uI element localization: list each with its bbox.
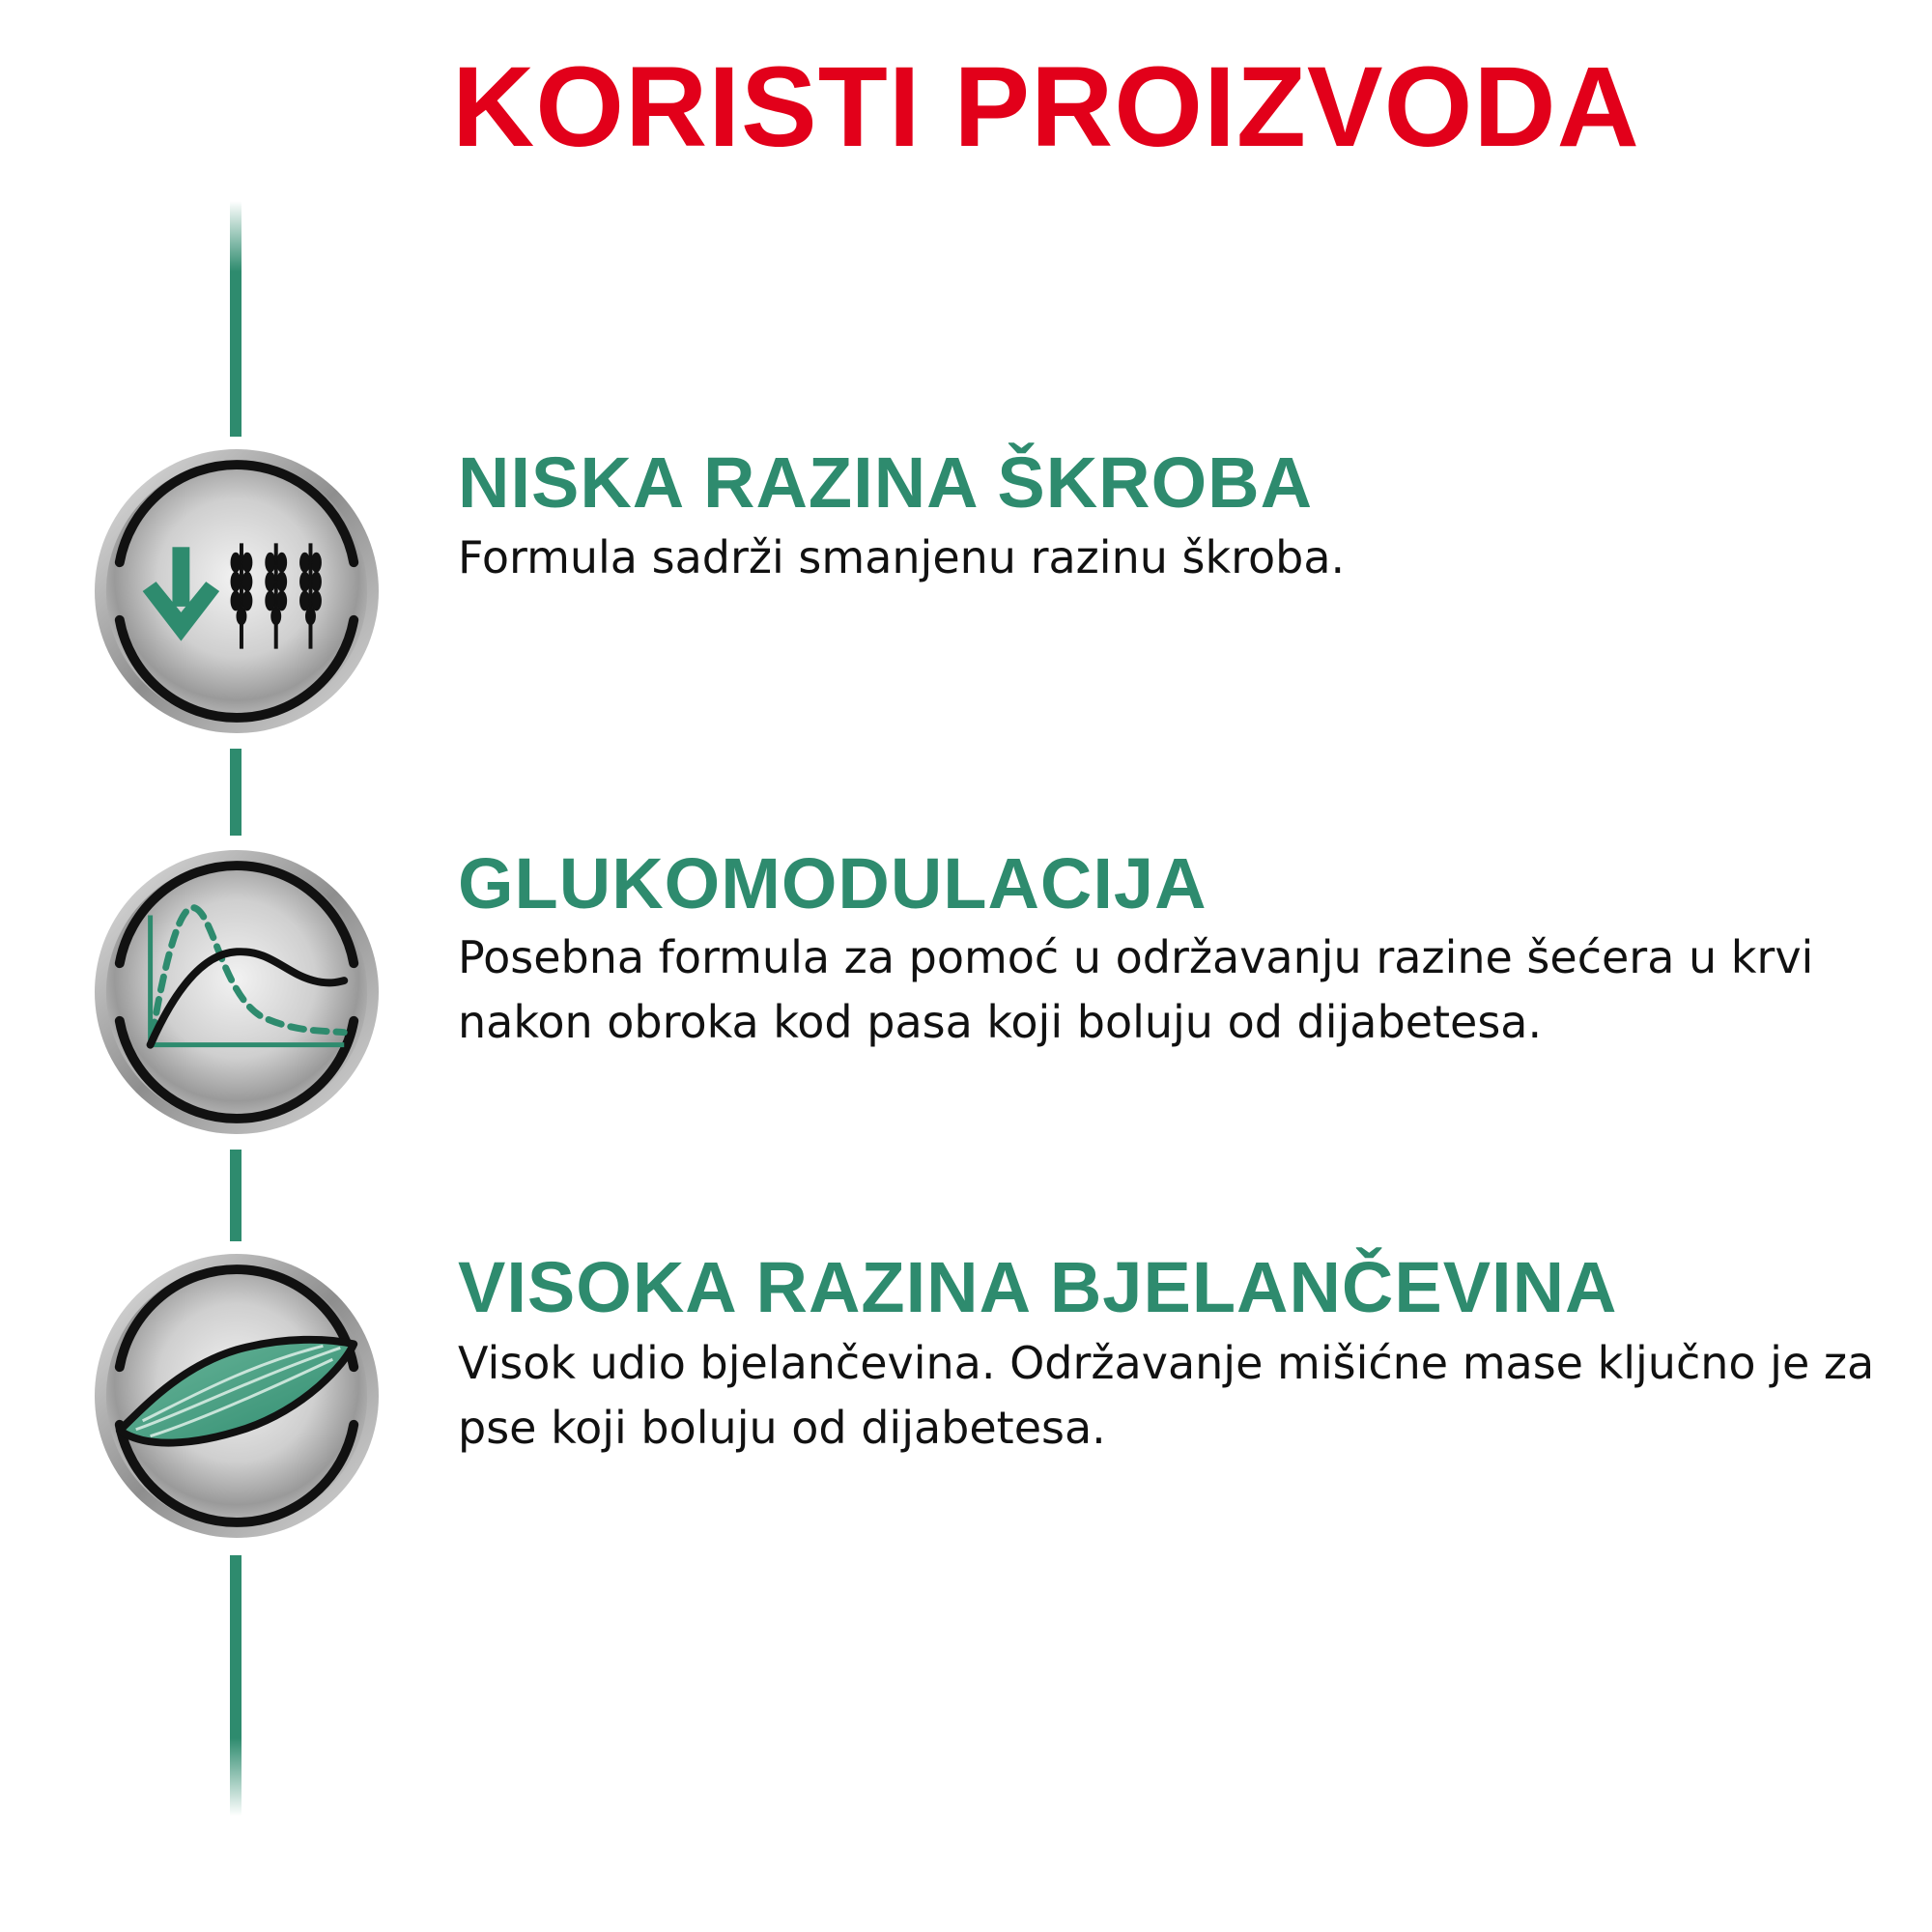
timeline-line-segment [230, 749, 242, 836]
timeline-line-segment [230, 1150, 242, 1241]
muscle-fiber-icon [93, 1252, 381, 1540]
benefit-description: Posebna formula za pomoć u održavanju razine šećera u krvi nakon obroka kod pasa koji boluju od dijabetesa. [458, 931, 1814, 1048]
benefit-description: Formula sadrži smanjenu razinu škroba. [458, 531, 1346, 583]
glucose-curve-chart-icon [93, 848, 381, 1136]
benefit-heading: GLUKOMODULACIJA [458, 843, 1208, 923]
low-starch-grain-icon [93, 447, 381, 735]
benefit-heading: VISOKA RAZINA BJELANČEVINA [458, 1247, 1618, 1327]
page-title: KORISTI PROIZVODA [452, 43, 1640, 171]
benefit-description: Visok udio bjelančevina. Održavanje mišićne mase ključno je za pse koji boluju od dijabetesa. [458, 1337, 1875, 1454]
timeline-line-top [230, 201, 242, 437]
timeline-line-bottom [230, 1555, 242, 1816]
benefit-heading: NISKA RAZINA ŠKROBA [458, 442, 1314, 523]
